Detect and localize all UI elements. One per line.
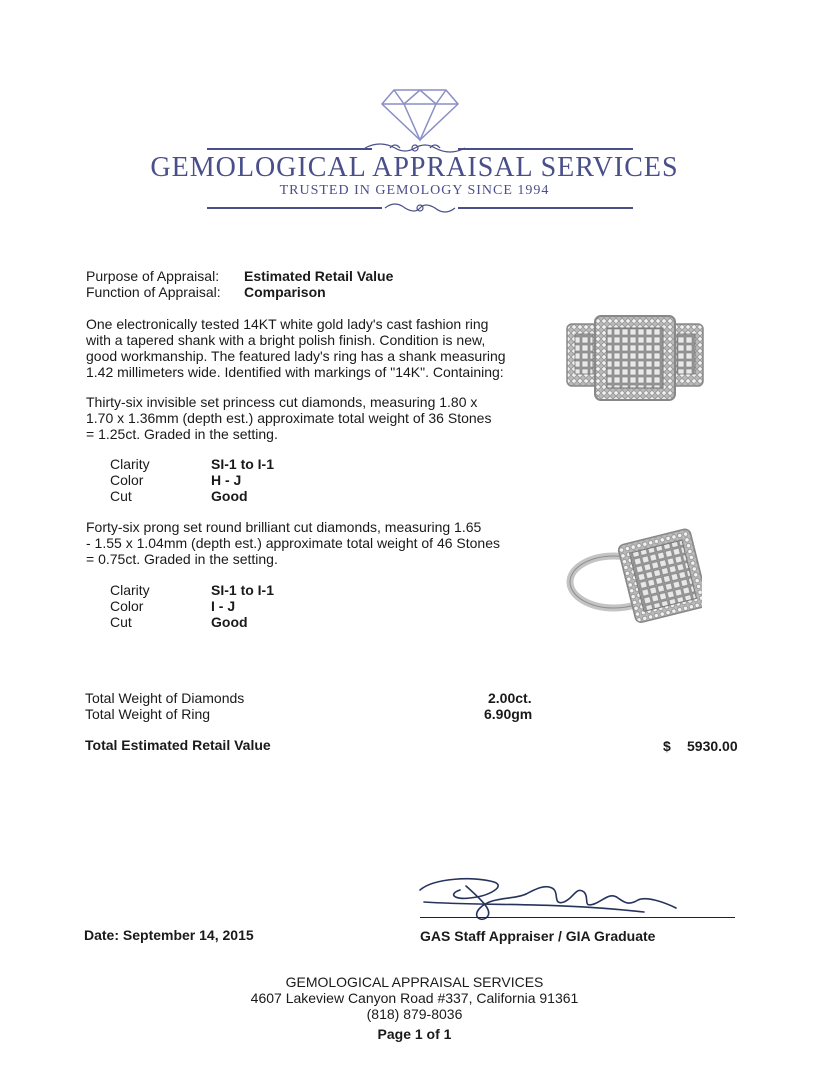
purpose-value: Estimated Retail Value <box>244 268 394 284</box>
stones1-line: = 1.25ct. Graded in the setting. <box>86 426 278 442</box>
footer-company: GEMOLOGICAL APPRAISAL SERVICES <box>285 974 544 990</box>
stones2-clarity-value: SI-1 to I-1 <box>211 582 275 598</box>
total-diamonds-label: Total Weight of Diamonds <box>85 690 245 706</box>
company-title: GEMOLOGICAL APPRAISAL SERVICES <box>150 152 679 183</box>
stones2-clarity-label: Clarity <box>110 582 150 598</box>
ornament-bottom-icon <box>380 200 460 216</box>
stones2-description <box>86 519 526 567</box>
stones1-line: 1.70 x 1.36mm (depth est.) approximate total weight of 36 Stones <box>86 410 492 426</box>
stones2-color-value: I - J <box>211 598 236 614</box>
stones2-line: - 1.55 x 1.04mm (depth est.) approximate total weight of 46 Stones <box>86 535 500 551</box>
stones2-line: Forty-six prong set round brilliant cut diamonds, measuring 1.65 <box>86 519 482 535</box>
description-line: good workmanship. The featured lady's ring has a shank measuring <box>86 348 506 364</box>
signature-line <box>420 917 735 918</box>
total-diamonds-value: 2.00ct. <box>488 690 532 706</box>
description-line: 1.42 millimeters wide. Identified with markings of "14K". Containing: <box>86 364 504 380</box>
ring-front-photo <box>565 312 705 404</box>
stones1-clarity-label: Clarity <box>110 456 150 472</box>
stones1-cut-label: Cut <box>110 488 132 504</box>
purpose-label: Purpose of Appraisal: <box>86 268 220 284</box>
total-ring-label: Total Weight of Ring <box>85 706 211 722</box>
stones1-cut-value: Good <box>211 488 248 504</box>
function-value: Comparison <box>244 284 326 300</box>
stones2-cut-label: Cut <box>110 614 132 630</box>
stones1-color-label: Color <box>110 472 144 488</box>
stones2-line: = 0.75ct. Graded in the setting. <box>86 551 278 567</box>
stones1-line: Thirty-six invisible set princess cut diamonds, measuring 1.80 x <box>86 394 478 410</box>
total-ring-value: 6.90gm <box>484 706 533 722</box>
description <box>86 316 526 380</box>
diamond-logo-icon <box>380 86 460 142</box>
stones1-clarity-value: SI-1 to I-1 <box>211 456 275 472</box>
footer-address: 4607 Lakeview Canyon Road #337, California 91361 <box>250 990 579 1006</box>
date-text: Date: September 14, 2015 <box>84 927 254 943</box>
appraiser-title: GAS Staff Appraiser / GIA Graduate <box>420 928 656 944</box>
header-rule-bottom <box>207 207 382 209</box>
company-tagline: TRUSTED IN GEMOLOGY SINCE 1994 <box>279 183 550 198</box>
page-number: Page 1 of 1 <box>377 1026 452 1042</box>
header-rule-top-right <box>458 148 633 150</box>
header-rule-top <box>207 148 372 150</box>
description-line: One electronically tested 14KT white gold lady's cast fashion ring <box>86 316 489 332</box>
stones2-color-label: Color <box>110 598 144 614</box>
header-rule-bottom-right <box>458 207 633 209</box>
total-retail-value: 5930.00 <box>687 738 738 754</box>
stones2-cut-value: Good <box>211 614 248 630</box>
total-retail-label: Total Estimated Retail Value <box>85 737 271 753</box>
stones1-color-value: H - J <box>211 472 242 488</box>
stones1-description <box>86 394 526 442</box>
currency-symbol: $ <box>663 738 671 754</box>
ring-side-photo <box>566 520 702 624</box>
function-label: Function of Appraisal: <box>86 284 221 300</box>
footer-phone: (818) 879-8036 <box>366 1006 463 1022</box>
description-line: with a tapered shank with a bright polish finish. Condition is new, <box>86 332 486 348</box>
